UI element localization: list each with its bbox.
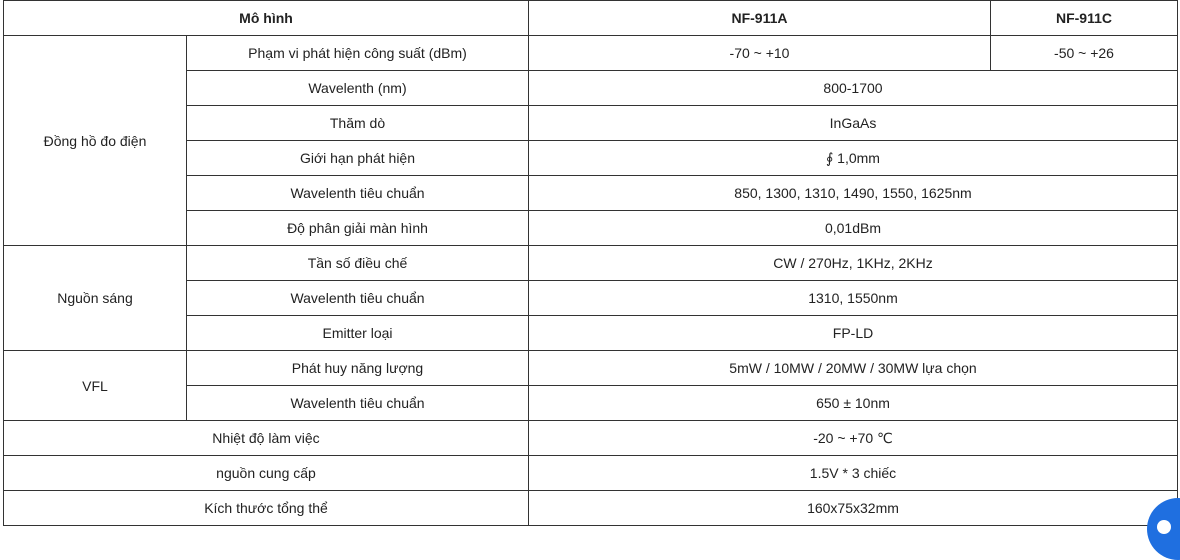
row-value: -20 ~ +70 ℃ [529,421,1178,456]
row-value: 160x75x32mm [529,491,1178,526]
spec-table [3,0,1178,526]
table-row [4,491,1178,526]
row-label: Wavelenth (nm) [187,71,529,106]
row-value: ∮ 1,0mm [529,141,1178,176]
row-value: 800-1700 [529,71,1178,106]
row-label: Nhiệt độ làm việc [4,421,529,456]
row-value: InGaAs [529,106,1178,141]
row-label: nguồn cung cấp [4,456,529,491]
row-label: Kích thước tổng thể [4,491,529,526]
row-value-c: -50 ~ +26 [991,36,1178,71]
row-label: Thăm dò [187,106,529,141]
row-value: 0,01dBm [529,211,1178,246]
header-row [4,1,1178,36]
row-label: Phạm vi phát hiện công suất (dBm) [187,36,529,71]
table-row [4,246,1178,281]
row-label: Wavelenth tiêu chuẩn [187,281,529,316]
header-model-label: Mô hình [4,1,529,36]
row-value: 650 ± 10nm [529,386,1178,421]
group-light-source: Nguồn sáng [4,246,187,351]
row-value: 1.5V * 3 chiếc [529,456,1178,491]
row-value: CW / 270Hz, 1KHz, 2KHz [529,246,1178,281]
table-row [4,456,1178,491]
row-value-a: -70 ~ +10 [529,36,991,71]
row-label: Emitter loại [187,316,529,351]
row-label: Wavelenth tiêu chuẩn [187,386,529,421]
table-row [4,351,1178,386]
row-value: 850, 1300, 1310, 1490, 1550, 1625nm [529,176,1178,211]
row-value: FP-LD [529,316,1178,351]
row-label: Tần số điều chế [187,246,529,281]
table-row [4,421,1178,456]
row-label: Wavelenth tiêu chuẩn [187,176,529,211]
group-vfl: VFL [4,351,187,421]
row-label: Độ phân giải màn hình [187,211,529,246]
group-power-meter: Đồng hồ đo điện [4,36,187,246]
header-model-a: NF-911A [529,1,991,36]
table-row [4,36,1178,71]
row-label: Phát huy năng lượng [187,351,529,386]
row-value: 5mW / 10MW / 20MW / 30MW lựa chọn [529,351,1178,386]
header-model-c: NF-911C [991,1,1178,36]
row-value: 1310, 1550nm [529,281,1178,316]
row-label: Giới hạn phát hiện [187,141,529,176]
